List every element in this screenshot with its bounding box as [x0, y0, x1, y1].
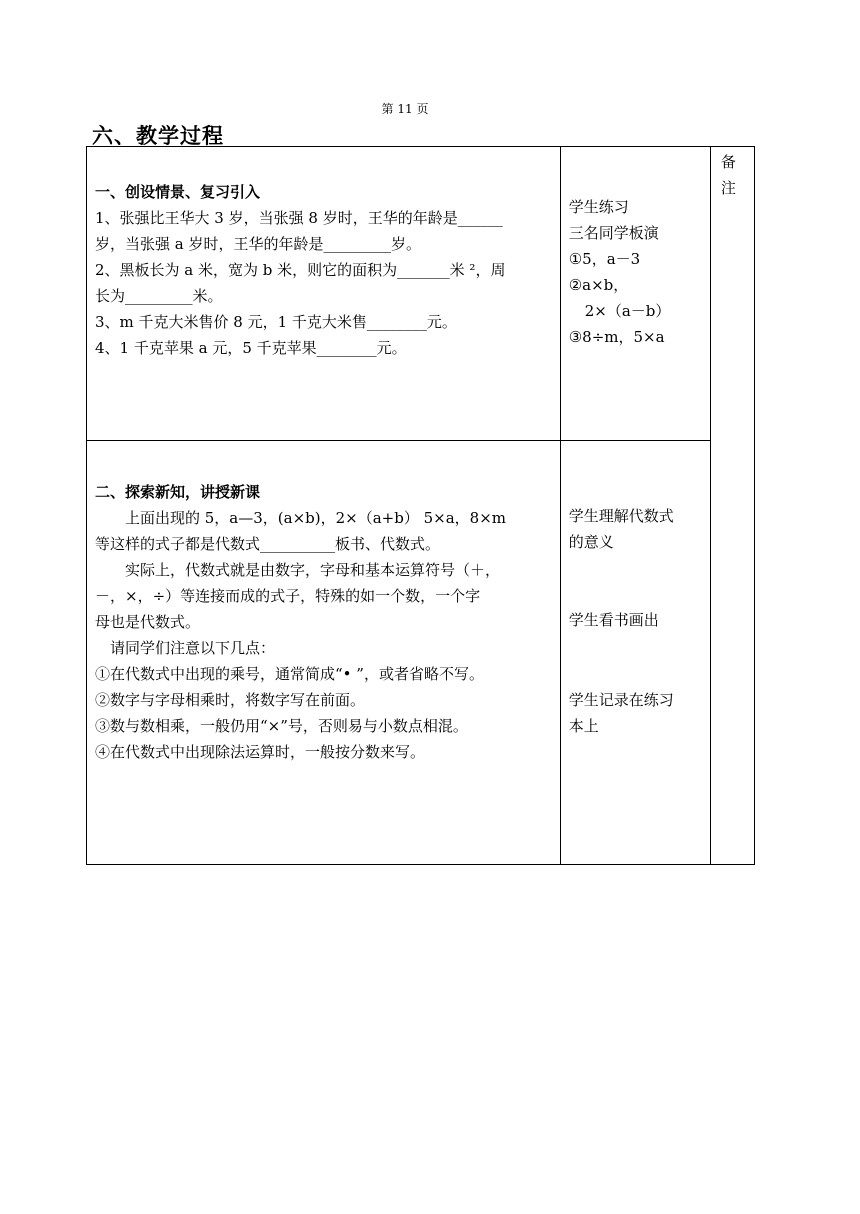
- exercise-line: 3、m 千克大米售价 8 元，1 千克大米售________元。: [95, 313, 457, 331]
- page-number: 第 11 页: [381, 102, 429, 116]
- exercise-line: 2、黑板长为 a 米，宽为 b 米，则它的面积为_______米 ²，周: [95, 261, 506, 279]
- student-activity-line: ③8÷m，5×a: [568, 328, 665, 346]
- paragraph-line: 上面出现的 5，a—3，(a×b)，2×（a+b） 5×a，8×m: [125, 509, 506, 527]
- point-item: ①在代数式中出现的乘号，通常简成“• ”，或者省略不写。: [95, 665, 484, 683]
- lesson-table: [86, 146, 755, 865]
- point-item: ③数与数相乘，一般仍用“×”号，否则易与小数点相混。: [95, 717, 468, 735]
- table-row-intro: [87, 147, 755, 441]
- student-activity-line: ②a×b，: [568, 276, 629, 294]
- student-activity-cell: [560, 147, 710, 441]
- paragraph-line: 等这样的式子都是代数式__________板书、代数式。: [95, 535, 441, 553]
- teaching-content-cell: [87, 441, 561, 865]
- student-activity-line: 学生理解代数式: [568, 507, 674, 525]
- student-activity-line: 学生练习: [568, 198, 629, 216]
- point-item: ④在代数式中出现除法运算时，一般按分数来写。: [95, 743, 426, 761]
- student-activity-line: 2×（a－b）: [584, 302, 671, 320]
- teaching-content-cell: [87, 147, 561, 441]
- paragraph-line: 实际上，代数式就是由数字，字母和基本运算符号（＋，: [125, 561, 501, 579]
- intro-line: 请同学们注意以下几点：: [110, 639, 276, 657]
- student-activity-line: 本上: [568, 717, 599, 735]
- notes-cell: [710, 147, 754, 865]
- exercise-line: 长为_________米。: [95, 287, 223, 305]
- point-item: ②数字与字母相乘时，将数字写在前面。: [95, 691, 366, 709]
- exercise-line: 1、张强比王华大 3 岁，当张强 8 岁时，王华的年龄是______: [95, 209, 503, 227]
- paragraph-line: 母也是代数式。: [95, 613, 201, 631]
- exercise-line: 岁，当张强 a 岁时，王华的年龄是_________岁。: [95, 235, 421, 253]
- student-activity-cell: [560, 441, 710, 865]
- exercise-line: 4、1 千克苹果 a 元，5 千克苹果________元。: [95, 339, 407, 357]
- table-row-new-lesson: [87, 441, 755, 865]
- section-heading: 六、教学过程: [92, 124, 224, 148]
- student-activity-line: 三名同学板演: [568, 224, 659, 242]
- student-activity-line: ①5，a－3: [568, 250, 641, 268]
- notes-header-char: 注: [720, 179, 736, 197]
- student-activity-line: 学生看书画出: [568, 611, 659, 629]
- part-title-intro: 一、创设情景、复习引入: [95, 183, 261, 201]
- part-title-new-lesson: 二、探索新知，讲授新课: [95, 483, 261, 501]
- paragraph-line: －，×，÷）等连接而成的式子，特殊的如一个数，一个字: [95, 587, 481, 605]
- student-activity-line: 学生记录在练习: [568, 691, 674, 709]
- notes-header-char: 备: [720, 153, 736, 171]
- student-activity-line: 的意义: [568, 533, 614, 551]
